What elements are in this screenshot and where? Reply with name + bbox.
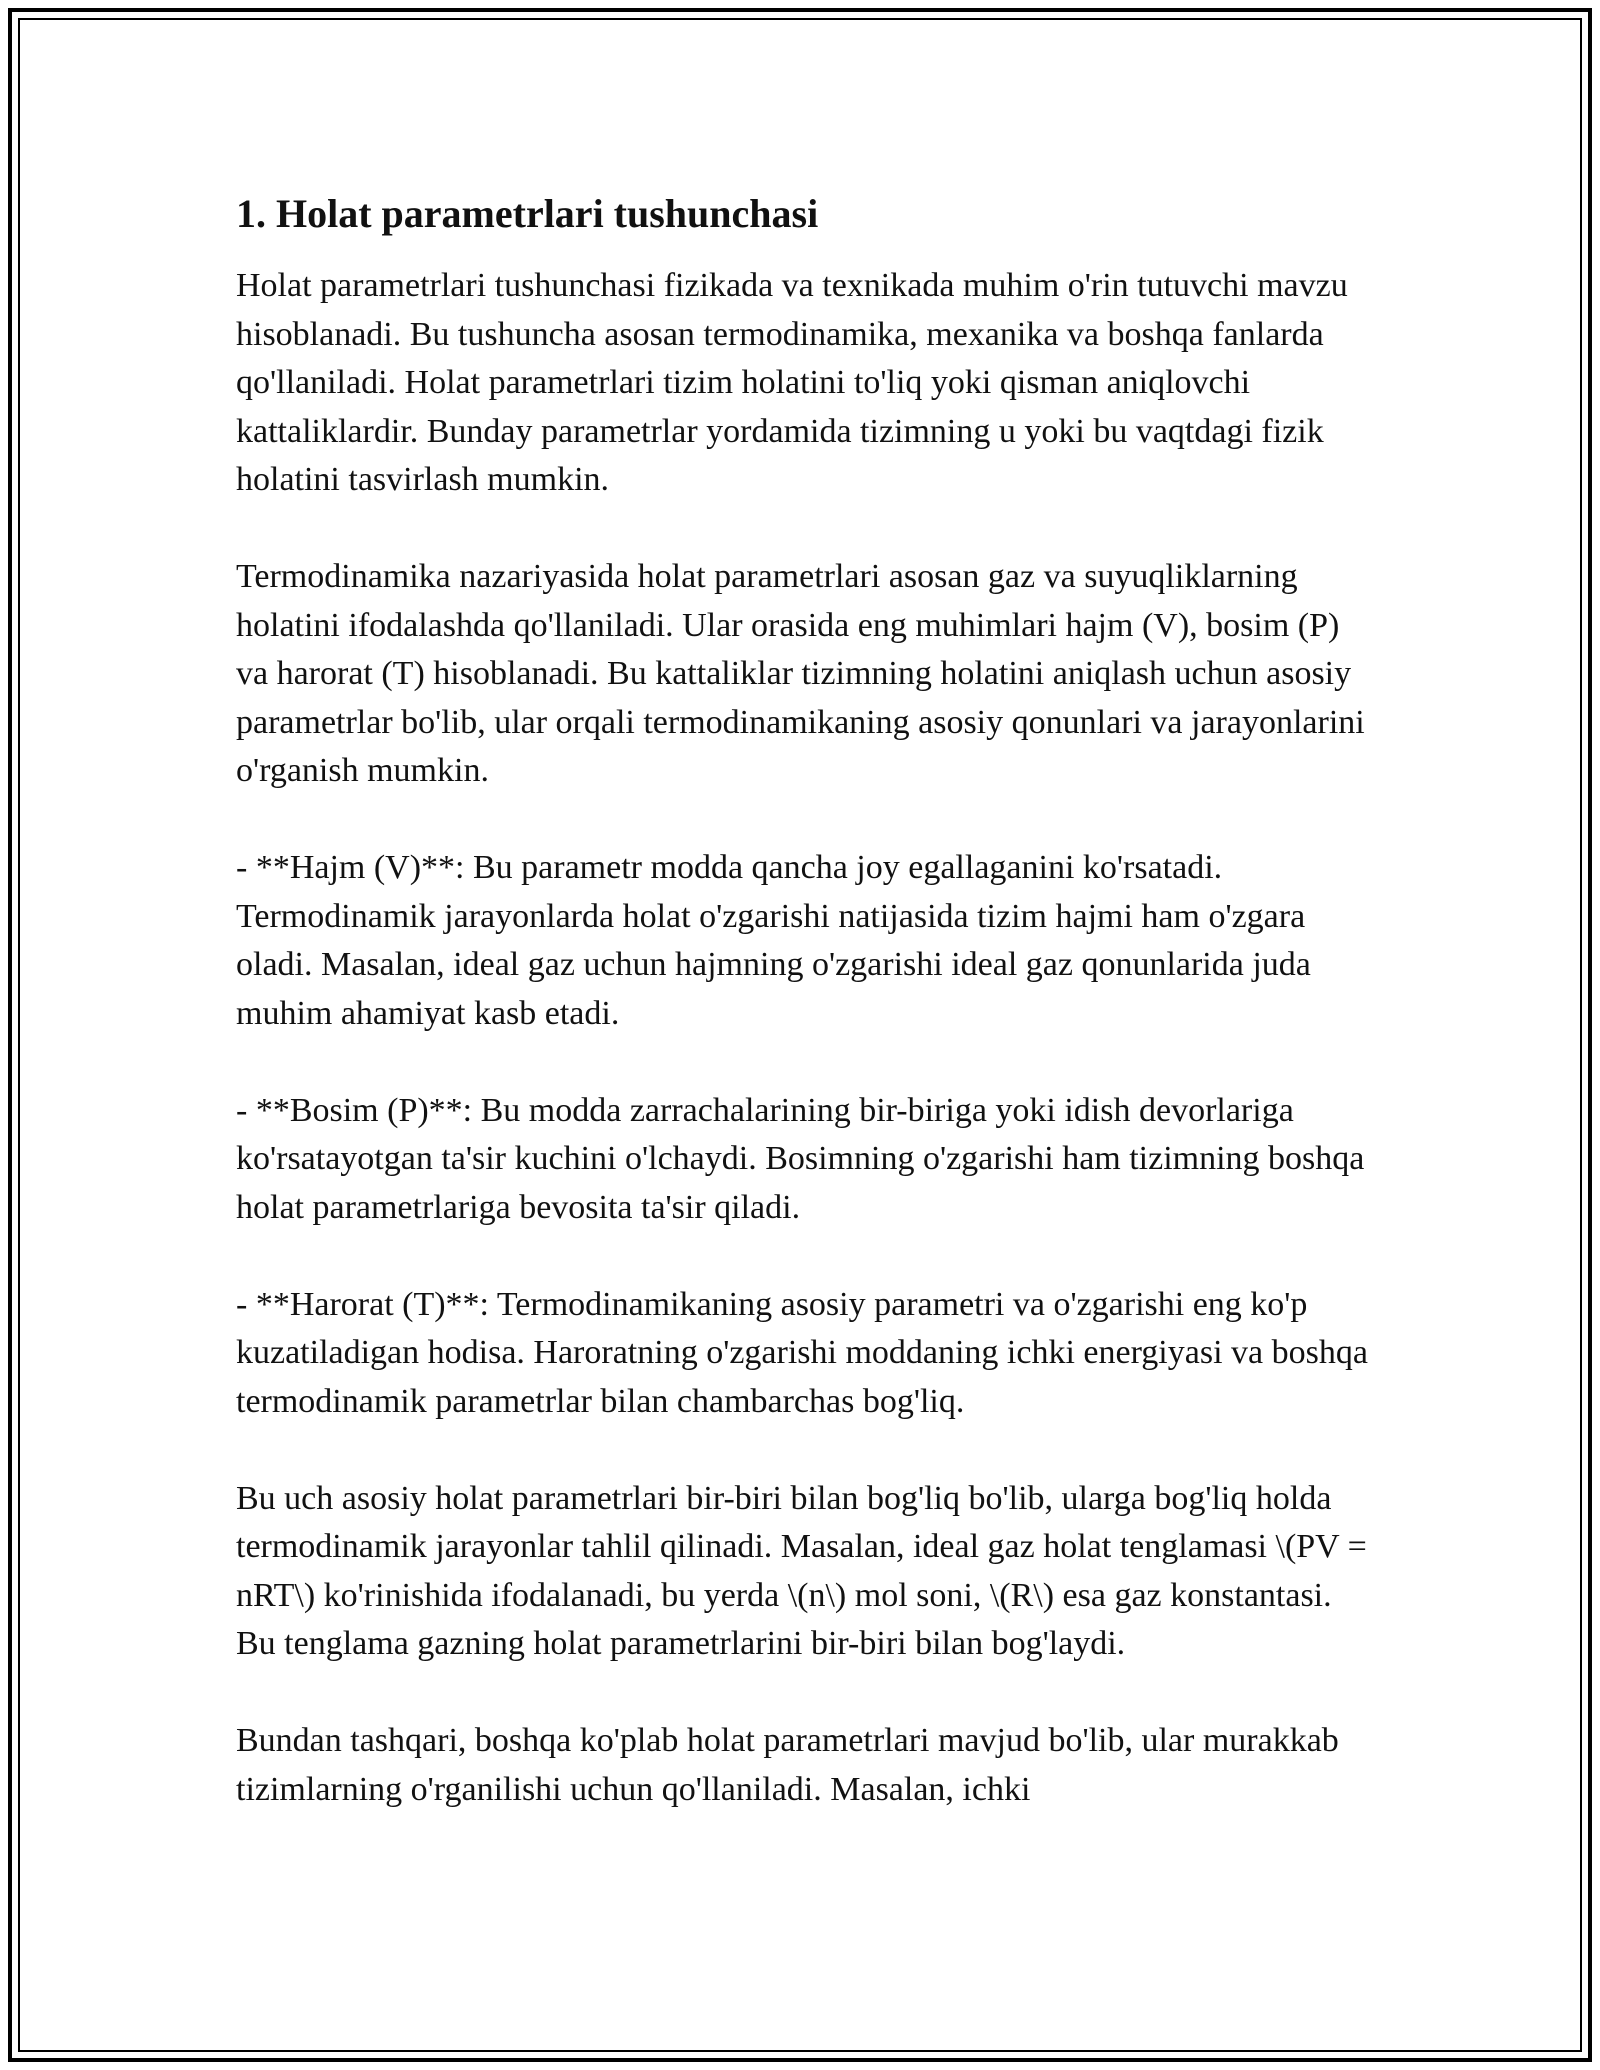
paragraph-intro: Holat parametrlari tushunchasi fizikada va texnikada muhim o'rin tutuvchi mavzu hisoblanadi. Bu tushuncha asosan termodinamika, mexanika va boshqa fanlarda qo'llaniladi. Holat parametrlari tizim holatini to'liq yoki qisman aniqlovchi kattaliklardir. Bunday parametrlar yordamida tizimning u yoki bu vaqtdagi fizik holatini tasvirlash mumkin. [236,267,1348,498]
paragraph-volume: - **Hajm (V)**: Bu parametr modda qancha joy egallaganini ko'rsatadi. Termodinamik jarayonlarda holat o'zgarishi natijasida tizim hajmi ham o'zgara oladi. Masalan, ideal gaz uchun hajmning o'zgarishi ideal gaz qonunlarida juda muhim ahamiyat kasb etadi. [236,849,1311,1032]
paragraph-temperature: - **Harorat (T)**: Termodinamikaning asosiy parametri va o'zgarishi eng ko'p kuzatiladigan hodisa. Haroratning o'zgarishi moddaning ichki energiyasi va boshqa termodinamik parametrlar bilan chambarchas bog'liq. [236,1285,1368,1420]
paragraph-pressure: - **Bosim (P)**: Bu modda zarrachalarining bir-biriga yoki idish devorlariga ko'rsatayotgan ta'sir kuchini o'lchaydi. Bosimning o'zgarishi ham tizimning boshqa holat parametrlariga bevosita ta'sir qiladi. [236,1091,1365,1226]
paragraph-other-parameters: Bundan tashqari, boshqa ko'plab holat parametrlari mavjud bo'lib, ular murakkab tizimlarning o'rganilishi uchun qo'llaniladi. Masalan, ichki [236,1722,1339,1808]
paragraph-thermodynamics: Termodinamika nazariyasida holat parametrlari asosan gaz va suyuqliklarning holatini ifodalashda qo'llaniladi. Ular orasida eng muhimlari hajm (V), bosim (P) va harorat (T) hisoblanadi. Bu kattaliklar tizimning holatini aniqlash uchun asosiy parametrlar bo'lib, ular orqali termodinamikaning asosiy qonunlari va jarayonlarini o'rganish mumkin. [236,558,1365,789]
document-body [236,186,1376,1814]
paragraph-ideal-gas: Bu uch asosiy holat parametrlari bir-biri bilan bog'liq bo'lib, ularga bog'liq holda termodinamik jarayonlar tahlil qilinadi. Masalan, ideal gaz holat tenglamasi \(PV = nRT\) ko'rinishida ifodalanadi, bu yerda \(n\) mol soni, \(R\) esa gaz konstantasi. Bu tenglama gazning holat parametrlarini bir-biri bilan bog'laydi. [236,1479,1367,1662]
section-heading: 1. Holat parametrlari tushunchasi [236,191,819,236]
